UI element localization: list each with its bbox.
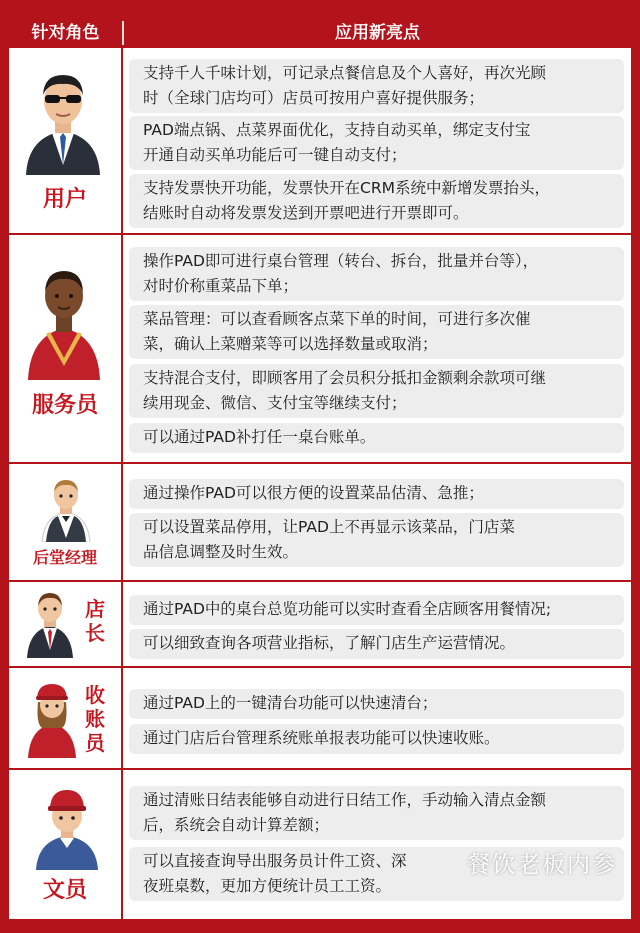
feature-item: 通过清账日结表能够自动进行日结工作，手动输入清点金额 后，系统会自动计算差额；	[129, 786, 624, 840]
watermark-name: 餐饮老板内参	[467, 852, 617, 878]
store-manager-icon	[25, 588, 75, 658]
table-header	[9, 18, 631, 48]
column-divider	[121, 770, 123, 919]
cashier-cap-icon	[26, 680, 78, 758]
role-label: 用户	[42, 187, 87, 212]
row-divider	[9, 462, 631, 464]
feature-item: 可以直接查询导出服务员计件工资、深 夜班桌数，更加方便统计员工工资。	[129, 847, 624, 901]
column-divider	[121, 464, 123, 580]
role-label: 文员	[42, 878, 87, 903]
clerk-cap-icon	[34, 786, 100, 870]
waiter-icon	[24, 262, 104, 380]
row-divider	[9, 666, 631, 668]
feature-item: 通过门店后台管理系统账单报表功能可以快速收账。	[129, 724, 624, 754]
row-divider	[9, 768, 631, 770]
role-label: 服务员	[31, 393, 98, 418]
feature-item: 支持混合支付，即顾客用了会员积分抵扣金额剩余款项可继 续用现金、微信、支付宝等继续支付；	[129, 364, 624, 418]
column-divider	[121, 668, 123, 768]
watermark-subtitle: 餐 饮 老 板 内 参 · 中 国 餐 饮 行 业 第 一 自 媒 体	[465, 885, 619, 892]
feature-column-header: 应用新亮点	[335, 23, 420, 43]
column-divider	[121, 582, 123, 666]
row-divider	[9, 233, 631, 235]
row-divider	[9, 580, 631, 582]
feature-item: 可以通过PAD补打任一桌台账单。	[129, 423, 624, 453]
role-label: 店长	[85, 597, 105, 645]
column-divider	[121, 48, 123, 233]
role-label: 收账员	[85, 683, 105, 755]
feature-item: 支持发票快开功能，发票快开在CRM系统中新增发票抬头， 结账时自动将发票发送到开票吧进行开票即可。	[129, 174, 624, 228]
businessman-sunglasses-icon	[22, 65, 104, 175]
role-column-header: 针对角色	[31, 23, 100, 43]
feature-item: PAD端点锅、点菜界面优化，支持自动买单，绑定支付宝 开通自动买单功能后可一键自动支付；	[129, 116, 624, 170]
feature-item: 通过PAD中的桌台总览功能可以实时查看全店顾客用餐情况;	[129, 595, 624, 625]
feature-item: 通过操作PAD可以很方便的设置菜品估清、急推；	[129, 479, 624, 509]
feature-item: 通过PAD上的一键清台功能可以快速清台；	[129, 689, 624, 719]
watermark	[462, 846, 622, 906]
manager-vest-icon	[40, 476, 92, 542]
feature-item: 菜品管理：可以查看顾客点菜下单的时间，可进行多次催 菜，确认上菜赠菜等可以选择数量或取消；	[129, 305, 624, 359]
role-label: 后堂经理	[32, 548, 97, 567]
feature-item: 支持千人千味计划，可记录点餐信息及个人喜好，再次光顾 时（全球门店均可）店员可按用户喜好提供服务；	[129, 59, 624, 113]
column-divider	[121, 235, 123, 462]
feature-item: 可以设置菜品停用，让PAD上不再显示该菜品，门店菜 品信息调整及时生效。	[129, 513, 624, 567]
feature-item: 操作PAD即可进行桌台管理（转台、拆台，批量并台等）， 对时价称重菜品下单；	[129, 247, 624, 301]
feature-item: 可以细致查询各项营业指标，了解门店生产运营情况。	[129, 629, 624, 659]
